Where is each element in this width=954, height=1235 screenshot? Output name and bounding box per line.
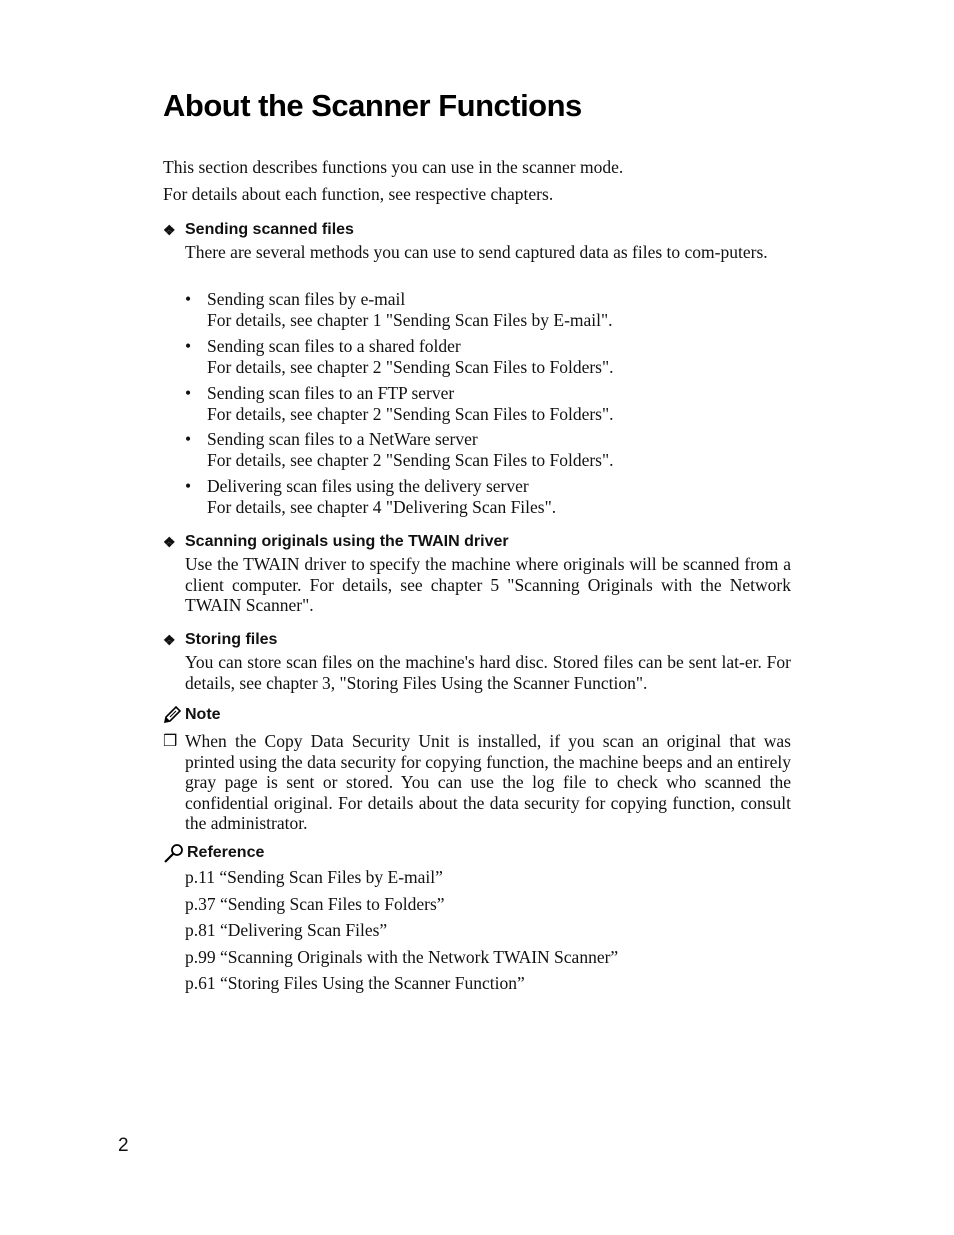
reference-link[interactable]: p.99 “Scanning Originals with the Network TWAIN Scanner” [185,947,619,967]
section-text: You can store scan files on the machine's hard disc. Stored files can be sent lat-er. For details, see chapter 3, "Storing Files Using the Scanner Function". [185,652,791,693]
intro-line: For details about each function, see respective chapters. [163,184,554,204]
reference-link[interactable]: p.11 “Sending Scan Files by E-mail” [185,867,443,887]
reference-title: Reference [187,844,265,861]
list-item-title: Delivering scan files using the delivery server [207,476,529,496]
checkbox-icon: ❒ [163,731,178,750]
bullet-icon: • [185,336,192,356]
intro-line: This section describes functions you can use in the scanner mode. [163,157,624,177]
diamond-bullet-icon: ❖ [163,533,176,550]
list-item-detail: For details, see chapter 2 "Sending Scan Files to Folders". [207,403,614,424]
section-text: Use the TWAIN driver to specify the machine where originals will be scanned from a client computer. For details, see chapter 5 "Scanning Originals with the Network TWAIN Scanner". [185,554,791,615]
section-heading [163,631,277,649]
diamond-bullet-icon: ❖ [163,631,176,648]
bullet-icon: • [185,429,192,449]
section-text: There are several methods you can use to send captured data as files to com-puters. [185,242,768,262]
page-title: About the Scanner Functions [163,88,582,123]
section-heading-text: Storing files [185,631,278,648]
note-text: When the Copy Data Security Unit is installed, if you scan an original that was printed using the data security for copying function, the machine beeps and an entirely gray page is sent or stored. You can use the log file to check who scanned the confidential original. For details about the data security for copying function, consult the administrator. [185,731,791,833]
bullet-icon: • [185,383,192,403]
section-heading-text: Scanning originals using the TWAIN driver [185,533,509,550]
reference-heading [163,843,264,863]
section-heading-text: Sending scanned files [185,221,354,238]
reference-link[interactable]: p.81 “Delivering Scan Files” [185,920,388,940]
list-item-detail: For details, see chapter 1 "Sending Scan Files by E-mail". [207,309,613,330]
list-item-title: Sending scan files to a shared folder [207,336,461,356]
list-item-detail: For details, see chapter 2 "Sending Scan Files to Folders". [207,449,614,470]
diamond-bullet-icon: ❖ [163,221,176,238]
magnifier-icon [163,843,184,863]
list-item-title: Sending scan files by e-mail [207,289,406,309]
note-title: Note [185,706,221,723]
list-item-title: Sending scan files to an FTP server [207,383,455,403]
section-heading [163,533,509,551]
note-heading [163,706,221,724]
bullet-icon: • [185,289,192,309]
list-item-detail: For details, see chapter 2 "Sending Scan Files to Folders". [207,356,614,377]
reference-link[interactable]: p.61 “Storing Files Using the Scanner Function” [185,973,525,993]
section-heading [163,221,354,239]
page-number: 2 [118,1135,129,1156]
bullet-icon: • [185,476,192,496]
list-item-detail: For details, see chapter 4 "Delivering Scan Files". [207,496,557,517]
pencil-icon [163,706,182,724]
reference-link[interactable]: p.37 “Sending Scan Files to Folders” [185,894,445,914]
list-item-title: Sending scan files to a NetWare server [207,429,478,449]
